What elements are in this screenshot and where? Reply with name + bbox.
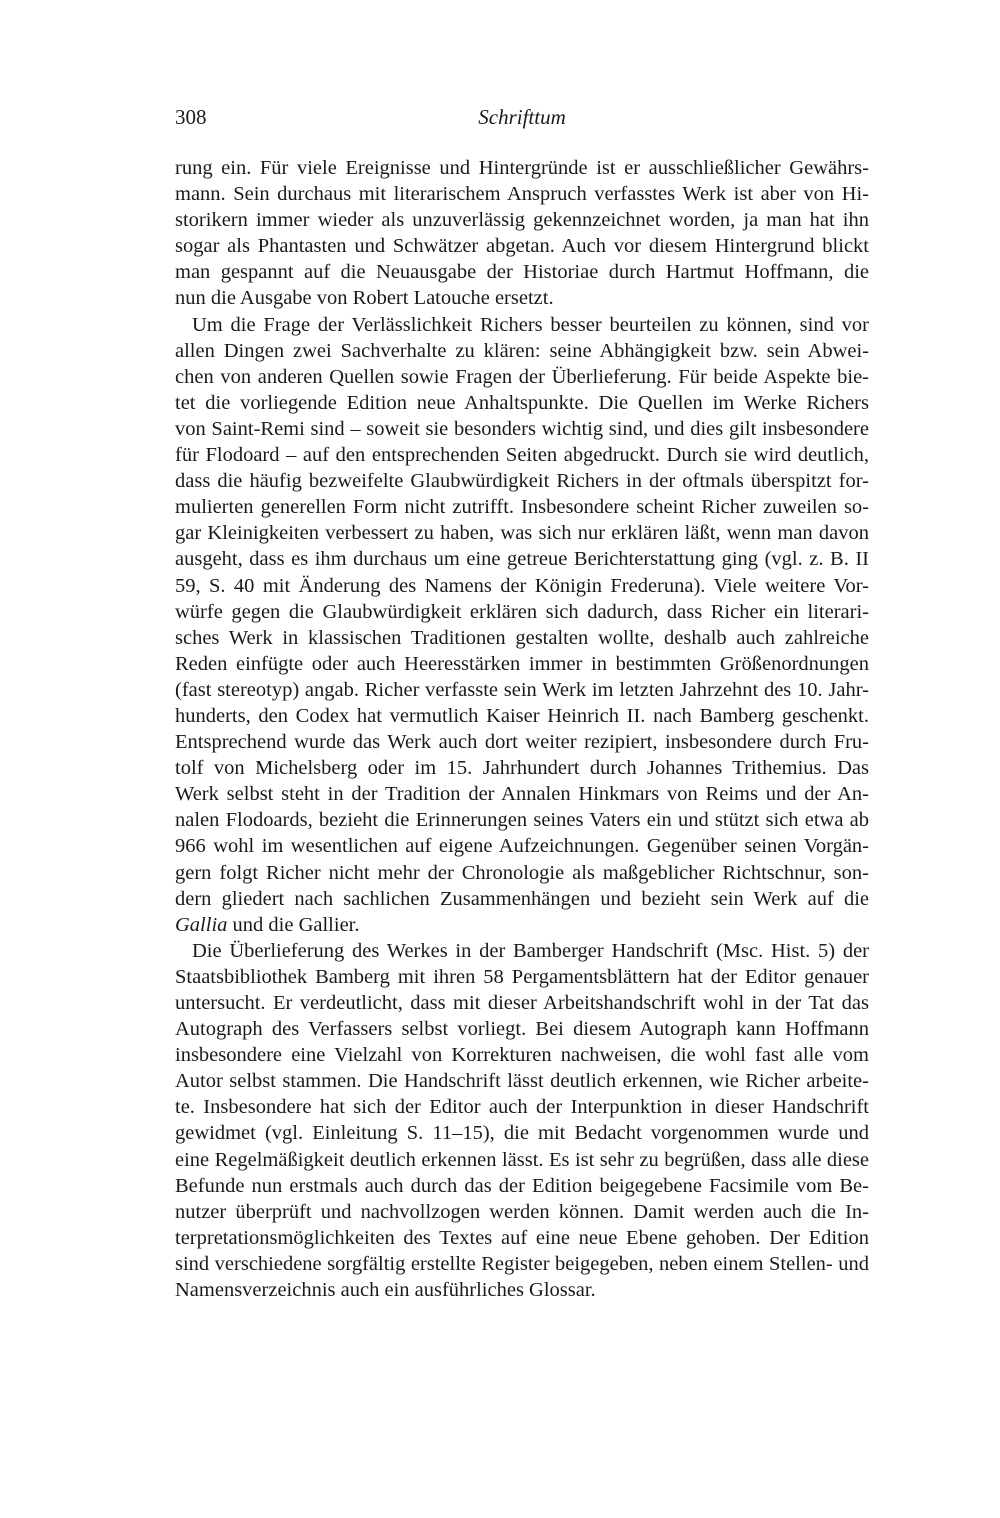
text-line: Staatsbibliothek Bamberg mit ihren 58 Pergamentsblättern hat der Editor genauer [175, 965, 869, 988]
text-line: rung ein. Für viele Ereignisse und Hintergründe ist er ausschließlicher Gewährs- [175, 157, 869, 179]
text-line: nalen Flodoards, bezieht die Erinnerungen seines Vaters ein und stützt sich etwa ab [175, 809, 869, 832]
text-line: Werk selbst steht in der Tradition der Annalen Hinkmars von Reims und der An- [175, 783, 869, 806]
text-line: sind verschiedene sorgfältig erstellte Register beigegeben, neben einem Stellen- und [175, 1252, 869, 1275]
text-line: sches Werk in klassischen Traditionen gestalten wollte, deshalb auch zahlreiche [175, 626, 869, 649]
text-line: Autograph des Verfassers selbst vorliegt. Bei diesem Autograph kann Hoffmann [175, 1018, 869, 1041]
text-line: man gespannt auf die Neuausgabe der Historiae durch Hartmut Hoffmann, die [175, 261, 869, 284]
text-line: eine Regelmäßigkeit deutlich erkennen lässt. Es ist sehr zu begrüßen, dass alle diese [175, 1148, 869, 1171]
text-line: Die Überlieferung des Werkes in der Bamberger Handschrift (Msc. Hist. 5) der [192, 939, 869, 962]
page-number: 308 [175, 105, 207, 129]
text-line: für Flodoard – auf den entsprechenden Seiten abgedruckt. Durch sie wird deutlich, [175, 444, 869, 467]
text-line [175, 912, 869, 938]
paragraph [175, 938, 869, 1303]
text-line: (fast stereotyp) angab. Richer verfasste sein Werk im letzten Jahrzehnt des 10. Jahr- [175, 678, 869, 701]
text-line: Autor selbst stammen. Die Handschrift lässt deutlich erkennen, wie Richer arbeite- [175, 1070, 869, 1093]
text-line: dern gliedert nach sachlichen Zusammenhängen und bezieht sein Werk auf die [175, 887, 869, 910]
text-line: te. Insbesondere hat sich der Editor auch der Interpunktion in dieser Handschrift [175, 1096, 869, 1119]
text-line: insbesondere eine Vielzahl von Korrekturen nachweisen, die wohl fast alle vom [175, 1044, 869, 1067]
running-title: Schrifttum [478, 105, 566, 129]
italic-term: Gallia [175, 913, 228, 936]
text-line: allen Dingen zwei Sachverhalte zu klären: seine Abhängigkeit bzw. sein Abwei- [175, 339, 869, 362]
text-line: Entsprechend wurde das Werk auch dort weiter rezipiert, insbesondere durch Fru- [175, 731, 869, 754]
text-line: tolf von Michelsberg oder im 15. Jahrhundert durch Johannes Trithemius. Das [175, 757, 869, 780]
text-line: untersucht. Er verdeutlicht, dass mit dieser Arbeitshandschrift wohl in der Tat das [175, 992, 869, 1014]
text-line: nun die Ausgabe von Robert Latouche ersetzt. [175, 287, 554, 310]
text-line: dass die häufig bezweifelte Glaubwürdigkeit Richers in der oftmals überspitzt for- [175, 470, 869, 493]
text-line: gewidmet (vgl. Einleitung S. 11–15), die mit Bedacht vorgenommen wurde und [175, 1122, 869, 1145]
paragraph [175, 312, 869, 938]
text-line: von Saint-Remi sind – soweit sie besonders wichtig sind, und dies gilt insbesondere [175, 417, 869, 440]
text-line: hunderts, den Codex hat vermutlich Kaiser Heinrich II. nach Bamberg geschenkt. [175, 704, 869, 727]
text-line: 966 wohl im wesentlichen auf eigene Aufzeichnungen. Gegenüber seinen Vorgän- [175, 835, 869, 858]
text-line: ausgeht, dass es ihm durchaus um eine getreue Berichterstattung ging (vgl. z. B. II [175, 548, 869, 571]
text-line: nutzer überprüft und nachvollzogen werden können. Damit werden auch die In- [175, 1200, 869, 1223]
body-text [175, 155, 869, 1303]
text-run: und die Gallier. [227, 913, 360, 936]
text-line: mann. Sein durchaus mit literarischem Anspruch verfasstes Werk ist aber von Hi- [175, 183, 869, 206]
paragraph [175, 155, 869, 312]
text-line: tet die vorliegende Edition neue Anhaltspunkte. Die Quellen im Werke Richers [175, 391, 869, 414]
text-line: Reden einfügte oder auch Heeresstärken immer in bestimmten Größenordnungen [175, 652, 869, 675]
text-line: sogar als Phantasten und Schwätzer abgetan. Auch vor diesem Hintergrund blickt [175, 235, 869, 258]
text-line: 59, S. 40 mit Änderung des Namens der Königin Frederuna). Viele weitere Vor- [175, 574, 869, 597]
text-line: terpretationsmöglichkeiten des Textes auf eine neue Ebene gehoben. Der Edition [175, 1226, 869, 1249]
text-line: Um die Frage der Verlässlichkeit Richers besser beurteilen zu können, sind vor [192, 313, 869, 336]
running-head [175, 103, 869, 131]
text-line: gar Kleinigkeiten verbessert zu haben, was sich nur erklären läßt, wenn man davon [175, 522, 869, 545]
text-line: gern folgt Richer nicht mehr der Chronologie als maßgeblicher Richtschnur, son- [175, 861, 869, 884]
text-line: chen von anderen Quellen sowie Fragen der Überlieferung. Für beide Aspekte bie- [175, 365, 869, 388]
text-line: würfe gegen die Glaubwürdigkeit erklären sich dadurch, dass Richer ein literari- [175, 600, 869, 623]
text-line: mulierten generellen Form nicht zutrifft. Insbesondere scheint Richer zuweilen so- [175, 496, 869, 519]
text-line: storikern immer wieder als unzuverlässig gekennzeichnet worden, ja man hat ihn [175, 209, 869, 232]
text-line: Befunde nun erstmals auch durch das der Edition beigegebene Facsimile vom Be- [175, 1174, 869, 1197]
text-line: Namensverzeichnis auch ein ausführliches Glossar. [175, 1279, 596, 1302]
